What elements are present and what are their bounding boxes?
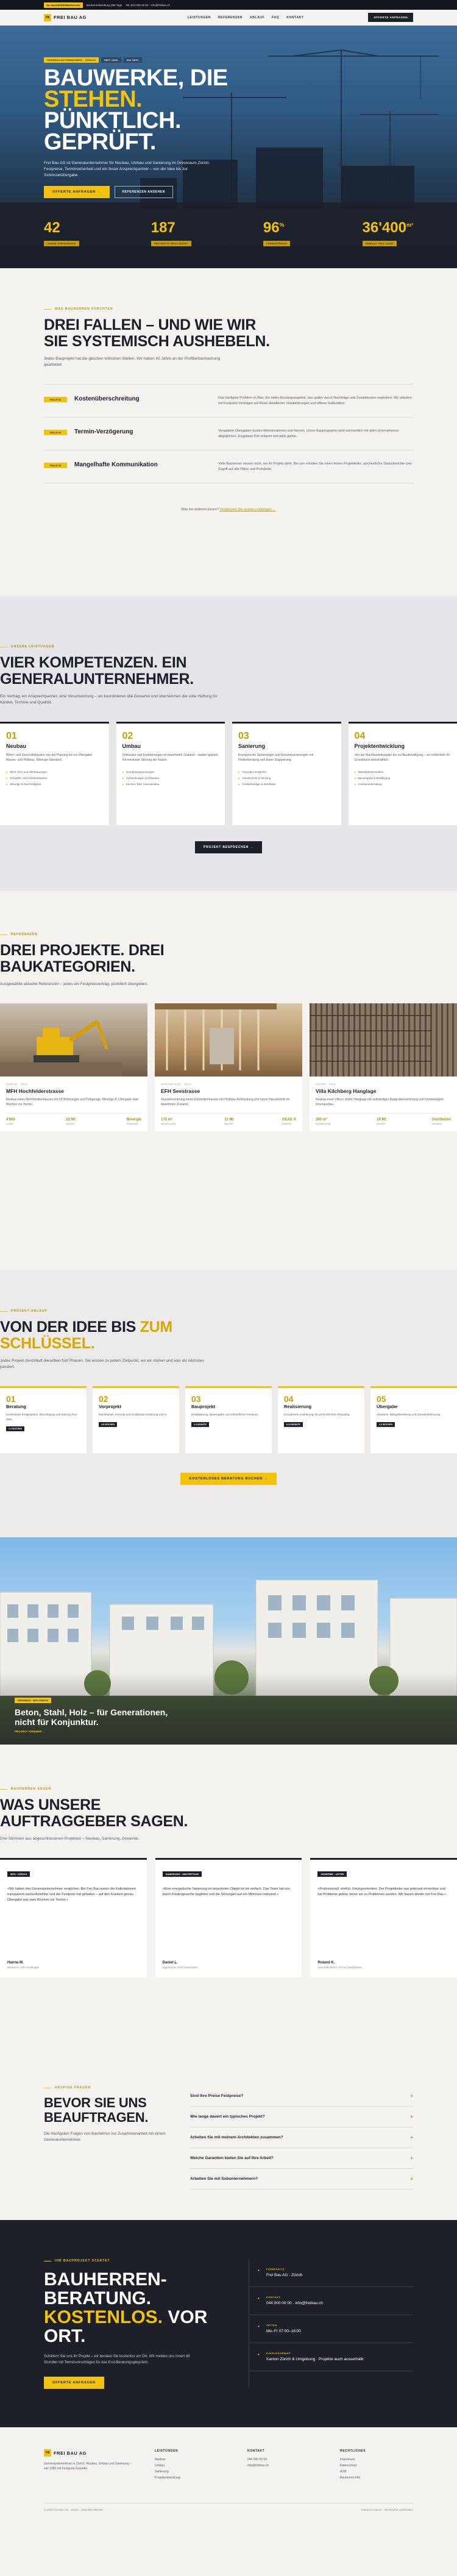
stat-projects: 187 PROJEKTE REALISIERT — [151, 219, 191, 247]
faq-item[interactable]: Wie lange dauert ein typisches Projekt? + — [190, 2107, 413, 2127]
pain-eyebrow: WAS BAUHERREN FÜRCHTEN — [44, 307, 413, 311]
compare-link[interactable]: Vergleichen Sie unsere Leistungen → — [219, 508, 275, 511]
pain-row: FALLE 02 Termin-Verzögerung Verspätete Übergaben kosten Mieteinnahmen und Nerven. Unser Bauprogramm wird wöchentlich mit allen Unternehmern abgeglichen, Engpässe früh erkannt und aktiv gelöst. — [44, 418, 413, 450]
project-image-excavator — [0, 1003, 147, 1076]
topbar-text: Bauherrenberatung 365 Tage — [87, 4, 122, 7]
stats-section — [0, 211, 457, 268]
hero-tag: SEIT 2006 — [101, 57, 121, 63]
testimonials-section — [0, 1745, 457, 2049]
book-consultation-button[interactable]: KOSTENLOSES BERATUNG BUCHEN → — [180, 1473, 276, 1485]
discuss-project-button[interactable]: PROJEKT BESPRECHEN → — [195, 841, 262, 853]
topbar-contact[interactable]: Tel: 044 000 00 00 · info@freibau.ch — [126, 4, 170, 7]
project-card[interactable]: WINTERTHUR · 2023 EFH Seestrasse Gesamtsanierung eines Einfamilienhauses mit Holzbau-Aufstockung und neuer Haustechnik im bewohnten Zustand. 170 m² WOHNFLÄCHE 11 Mt BAUZEIT GEAK A ENERGIE — [155, 1003, 302, 1131]
footer-logo[interactable]: FB FREI BAU AG — [44, 2449, 135, 2457]
logo[interactable] — [44, 14, 87, 21]
project-cards — [0, 1003, 457, 1131]
process-step: 05 Übergabe Abnahme, Mängelbehebung und Garantiebetreuung. 2-4 WOCHEN — [370, 1386, 457, 1453]
contact-info-row: ▪ ZEITEN Mo–Fr 07:00–18:00 — [249, 2315, 413, 2343]
project-card[interactable]: USTER · 2024 Villa Kilchberg Hanglage Neubau einer Villa in steiler Hanglage mit aufwändiger Baugrubensicherung und hochwertigem Innenausbau. 380 m² WOHNFLÄCHE 19 Mt BAUZEIT Sichtbeton FASSADE — [310, 1003, 457, 1131]
competence-card[interactable]: 03 Sanierung Energetische Sanierungen und Gesamtsanierungen mit Förderberatung und klarer Etappierung. ■ Fassaden & Dächer ■ Haustechnik & Heizung ■ Förderbeiträge & Zertifikate — [232, 722, 341, 825]
comp-lead: Ein Vertrag, ein Ansprechpartner, eine Verantwortung – wir koordinieren alle Gewerke und übernehmen die volle Haftung für Kosten, Termine und Qualität. — [0, 694, 219, 706]
nav-cta-button[interactable]: OFFERTE ANFRAGEN — [368, 13, 413, 22]
testimonial-card: GEWERBE · USTER «Professionell, ehrlich, lösungsorientiert. Der Projektleiter war jederzeit erreichbar und hat Probleme gelöst, bevor sie zu Problemen wurden. Wir bauen wieder mit Frei Bau.» Roland K. Geschäftsführer, Firma Gewerbebau — [310, 1858, 457, 1977]
pain-footer: Was bei anderen bauen? Vergleichen Sie unsere Leistungen → — [44, 508, 413, 511]
testimonial-cards — [0, 1858, 457, 1977]
pain-section — [0, 268, 457, 596]
competence-card[interactable]: 02 Umbau Umbauten und Erweiterungen im bewohnten Zustand – sauber geplant, mit minimaler Störung der Nutzer. ■ Grundrissanpassungen ■ Aufstockungen & Anbauten ■ Küchen, Bad, Innenausbau — [116, 722, 225, 825]
nav-link-leistungen[interactable]: LEISTUNGEN — [188, 16, 211, 20]
faq-item[interactable]: Arbeiten Sie mit Subunternehmern? + — [190, 2169, 413, 2190]
contact-info — [249, 2259, 413, 2388]
cta-section — [0, 2220, 457, 2427]
main-nav — [0, 10, 457, 26]
plus-icon: + — [410, 2114, 413, 2119]
process-step: 01 Beratung Kostenloses Erstgespräch, Besichtigung und Klärung Ihrer Ziele. 1-2 WOCHEN — [0, 1386, 87, 1453]
footer-col-leistungen: LEISTUNGEN Neubau Umbau Sanierung Projektentwicklung — [155, 2449, 228, 2481]
excavator-icon — [0, 1003, 147, 1076]
topbar-badge: Nur BAUHERRENBERATUNG — [44, 2, 83, 8]
footer-link[interactable]: Datenschutz — [340, 2463, 413, 2469]
process-step: 04 Realisierung Koordinierte Ausführung mit wöchentlichem Reporting. 6-24 MONATE — [278, 1386, 364, 1453]
stat-punctuality: 96% TERMINTREUE — [263, 219, 290, 247]
pain-row: FALLE 01 Kostenüberschreitung Das häufigste Problem im Bau: Ein tiefes Einstiegsangebot, das später durch Nachträge und Zusatzkosten explodiert. Wir arbeiten mit Festpreis-Verträgen auf Basis detaillierter Vorabklärungen und offener Kalkulation. — [44, 385, 413, 418]
timber-frame-icon — [155, 1003, 302, 1076]
footer-link[interactable]: Umbau — [155, 2463, 228, 2469]
cta-request-button[interactable]: OFFERTE ANFRAGEN — [44, 2377, 104, 2389]
process-steps — [0, 1386, 457, 1453]
faq-item[interactable]: Arbeiten Sie mit meinem Architekten zusammen? + — [190, 2127, 413, 2148]
competence-cards — [0, 722, 457, 825]
pain-title: DREI FALLEN – UND WIE WIR SIE SYSTEMISCH AUSHEBELN. — [44, 317, 413, 350]
hero-content — [44, 57, 245, 198]
cta-title: BAUHERREN- BERATUNG. KOSTENLOS. VOR ORT. — [44, 2270, 227, 2346]
cta-eyebrow: IHR BAUPROJEKT STARTET — [44, 2259, 227, 2263]
footer-link[interactable]: Sanierung — [155, 2469, 228, 2475]
plus-icon: + — [410, 2093, 413, 2099]
proc-eyebrow: PROJEKT-ABLAUF — [0, 1309, 457, 1313]
footer-tagline: Generalunternehmer in Zürich. Neubau, Umbau und Sanierung – seit 1982 mit Festpreis-Garantie. — [44, 2461, 135, 2471]
project-image-rebar — [310, 1003, 457, 1076]
nav-links — [151, 16, 304, 20]
testimonial-card: MFH · ZÜRICH «Wir haben drei Generalunternehmer verglichen. Bei Frei Bau waren die Kalkulationen transparent nachvollziehbar und der Festpreis hat gehalten – auf den Franken genau. Übergabe war zwei Wochen vor Termin.» Hanna M. Bauherrin, MFH Hottingen — [0, 1858, 147, 1977]
testimonial-card: SANIERUNG · WINTERTHUR «Eine energetische Sanierung im bewohnten Objekt ist nie einfach. Das Team hat uns durch Fördergesuche begleitet und die Störungen auf ein Minimum reduziert.» Daniel L. Eigentümer, EFH Seestrasse — [155, 1858, 302, 1977]
project-image-timber — [155, 1003, 302, 1076]
cta-text: Schildern Sie uns Ihr Projekt – wir beraten Sie kostenlos vor Ort. Wir melden uns innert 48 Stunden mit Terminvorschlägen für das Erst-Beratungsgespräch. — [44, 2354, 196, 2366]
hero-tags — [44, 57, 245, 63]
stat-years: 42 JAHRE ERFAHRUNG — [44, 219, 79, 247]
plus-icon: + — [410, 2155, 413, 2161]
comp-title: VIER KOMPETENZEN. EIN GENERALUNTERNEHMER. — [0, 655, 457, 688]
contact-info-row: ▪ FIRMENSITZ Frei Bau AG · Zürich — [249, 2259, 413, 2287]
process-step: 03 Bauprojekt Detailplanung, Baueingabe und verbindlicher Festpreis. 2-4 MONATE — [185, 1386, 272, 1453]
test-lead: Drei Stimmen aus abgeschlossenen Projekten – Neubau, Sanierung, Gewerbe. — [0, 1836, 207, 1842]
plus-icon: + — [410, 2176, 413, 2182]
faq-item[interactable]: Sind Ihre Preise Festpreise? + — [190, 2086, 413, 2107]
map-pin-icon: ▪ — [258, 2352, 266, 2362]
footer-note: Gebaut in Zürich · Alle Rechte vorbehalten — [361, 2508, 413, 2511]
proj-title: DREI PROJEKTE. DREI BAUKATEGORIEN. — [0, 942, 457, 975]
footer-link[interactable]: info@freibau.ch — [247, 2463, 321, 2469]
faq-list — [190, 2086, 413, 2183]
footer-link[interactable]: Bauherren-Info — [340, 2475, 413, 2481]
test-title: WAS UNSERE AUFTRAGGEBER SAGEN. — [0, 1797, 457, 1830]
contact-info-row: ▪ EINZUGSGEBIET Kanton Zürich & Umgebung · Projekte auch ausserhalb — [249, 2343, 413, 2371]
reference-image-band — [0, 1537, 457, 1745]
hero-tag: GENERALUNTERNEHMER · ZÜRICH — [44, 57, 99, 63]
plus-icon: + — [410, 2135, 413, 2140]
proj-lead: Ausgewählte aktuelle Referenzen – jedes ein Festpreisvertrag, pünktlich übergeben. — [0, 981, 207, 987]
nav-link-faq[interactable]: FAQ — [272, 16, 279, 20]
logo-name: FREI BAU AG — [54, 15, 87, 20]
footer-link[interactable]: Neubau — [155, 2457, 228, 2463]
band-caption — [15, 1693, 168, 1733]
project-card[interactable]: ZÜRICH · 2024 MFH Hochfelderstrasse Neubau eines Mehrfamilienhauses mit 18 Wohnungen und Tiefgarage. Minergie-P, Übergabe zwei Wochen vor Termin. 4'650 m² BGF 22 Mt BAUZEIT Minergie STANDARD — [0, 1003, 147, 1131]
rebar-icon — [310, 1003, 457, 1076]
nav-link-referenzen[interactable]: REFERENZEN — [218, 16, 243, 20]
proj-eyebrow: REFERENZEN — [0, 933, 457, 936]
hero-primary-button[interactable]: OFFERTE ANFRAGEN → — [44, 186, 110, 198]
comp-eyebrow: UNSERE LEISTUNGEN — [0, 645, 457, 649]
faq-lead: Die häufigsten Fragen von Bauherren zur Zusammenarbeit mit einem Generalunternehmer. — [44, 2131, 178, 2143]
hero-tag: ISO 9001 — [124, 57, 142, 63]
nav-link-kontakt[interactable]: KONTAKT — [286, 16, 303, 20]
process-section — [0, 1269, 457, 1537]
proc-title: VON DER IDEE BIS ZUM SCHLÜSSEL. — [0, 1319, 457, 1352]
footer-col-kontakt: KONTAKT 044 000 00 00 info@freibau.ch — [247, 2449, 321, 2481]
band-title: Beton, Stahl, Holz – für Generationen, nicht für Konjunktur. — [15, 1707, 168, 1727]
building-icon: ▪ — [258, 2268, 266, 2278]
hero-text: Frei Bau AG ist Generalunternehmer für Neubau, Umbau und Sanierung im Grossraum Zürich. Festpreise, Terminsicherheit und ein fester Ansprechpartner – von der Idee bis zur Schlüsselübergabe. — [44, 160, 221, 179]
test-eyebrow: BAUHERREN SAGEN — [0, 1787, 457, 1791]
pain-lead: Jedes Bauprojekt hat die gleichen kritischen Stellen. Wir haben 42 Jahre an der Profitierbarmachung gearbeitet. — [44, 356, 227, 368]
copyright: © 2025 Frei Bau AG · Zürich · CHE-000.000.000 — [44, 2508, 103, 2511]
hero-title: BAUWERKE, DIE STEHEN. PÜNKTLICH. GEPRÜFT. — [44, 68, 245, 153]
pain-row: FALLE 03 Mangelhafte Kommunikation Viele Bauherren wissen nicht, wo ihr Projekt steht. Bei uns erhalten Sie einen festen Projektleiter, wöchentliche Statusberichte und Zugriff auf alle Pläne und Protokolle. — [44, 450, 413, 483]
footer-bottom — [44, 2503, 413, 2511]
footer-link[interactable]: 044 000 00 00 — [247, 2457, 321, 2463]
clock-icon: ▪ — [258, 2324, 266, 2334]
band-tag: REFERENZ · MFH ZÜRICH — [15, 1698, 51, 1703]
band-link[interactable]: PROJEKT ANSEHEN → — [15, 1730, 168, 1733]
competences-section — [0, 596, 457, 891]
logo-mark: FB — [44, 14, 51, 21]
footer-link[interactable]: Impressum — [340, 2457, 413, 2463]
faq-eyebrow: HÄUFIGE FRAGEN — [44, 2086, 178, 2090]
topbar — [0, 0, 457, 10]
nav-link-ablauf[interactable]: ABLAUF — [250, 16, 264, 20]
phone-icon: ▪ — [258, 2296, 266, 2306]
faq-section — [0, 2049, 457, 2220]
stat-area: $36'400^{m^2}$ GEBAUT PRO JAHR — [363, 219, 413, 247]
projects-section — [0, 891, 457, 1269]
process-step: 02 Vorprojekt Machbarkeit, Konzept und Grobkostenschätzung ±15 %. 4-8 WOCHEN — [93, 1386, 179, 1453]
faq-item[interactable]: Welche Garantien bieten Sie auf Ihre Arbeit? + — [190, 2148, 413, 2169]
contact-info-row[interactable]: ▪ KONTAKT 044 000 00 00 · info@freibau.ch — [249, 2287, 413, 2315]
footer-col-rechtliches: RECHTLICHES Impressum Datenschutz AGB Bauherren-Info — [340, 2449, 413, 2481]
footer — [0, 2427, 457, 2576]
hero-secondary-button[interactable]: REFERENZEN ANSEHEN — [115, 186, 173, 198]
footer-link[interactable]: Projektentwicklung — [155, 2475, 228, 2481]
faq-title: BEVOR SIE UNS BEAUFTRAGEN. — [44, 2096, 178, 2125]
competence-card[interactable]: 01 Neubau Wohn- und Geschäftsbauten von der Planung bis zur Übergabe. Massiv- und Holzbau, Minergie-Standard. ■ MFH, EFH und Überbauungen ■ Gewerbe- und Industriebauten ■ Minergie & Nachhaltigkeit — [0, 722, 109, 825]
competence-card[interactable]: 04 Projektentwicklung Von der Machbarkeitsstudie bis zur Baubewilligung – wir entwickeln Ihr Grundstück wirtschaftlich. ■ Machbarkeitsstudien ■ Baueingabe & Bewilligung ■ Investorenberatung — [349, 722, 457, 825]
proc-lead: Jedes Projekt durchläuft dieselben fünf Phasen. Sie wissen zu jedem Zeitpunkt, wo wir stehen und was als nächstes passiert. — [0, 1358, 207, 1370]
footer-link[interactable]: AGB — [340, 2469, 413, 2475]
